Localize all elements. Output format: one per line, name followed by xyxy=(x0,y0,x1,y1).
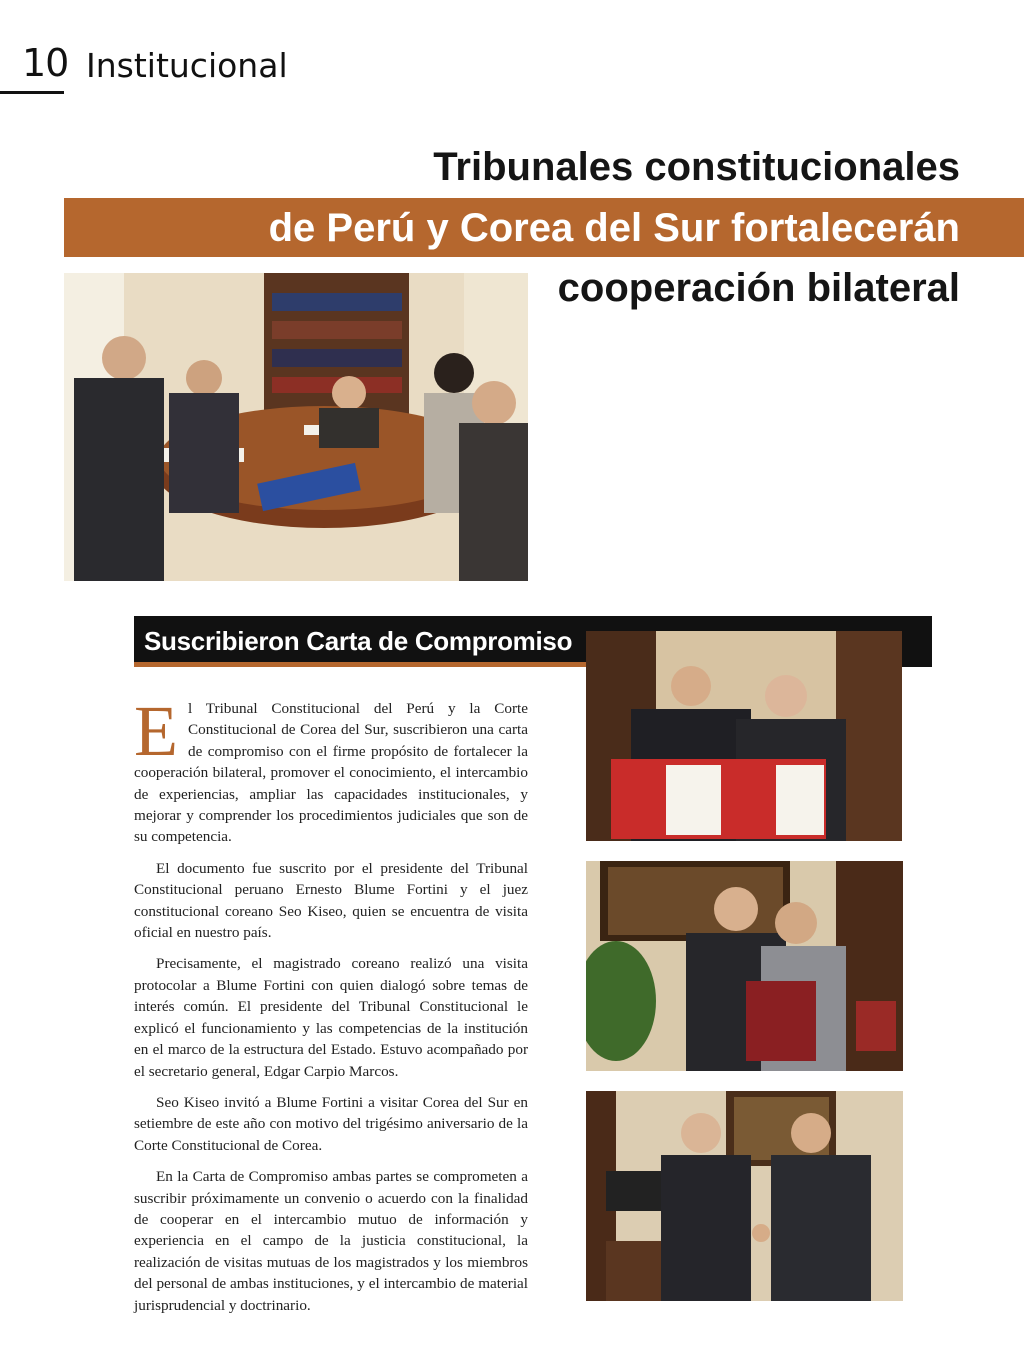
article-paragraph-2: El documento fue suscrito por el presidente del Tribunal Constitucional peruano Ernesto Blume Fortini y el juez constitucional coreano Seo Kiseo, quien se encuentra de visita oficial en nuestro país. xyxy=(134,859,528,942)
headline-band xyxy=(64,198,1024,257)
article-paragraph-3: Precisamente, el magistrado coreano realizó una visita protocolar a Blume Fortini con quien dialogó sobre temas de interés común. El presidente del Tribunal Constitucional le explicó el funcionamiento y las competencias de la institución en el marco de la estructura del Estado. Estuvo acompañado por el secretario general, Edgar Carpio Marcos. xyxy=(134,955,528,1080)
page-number: 10 xyxy=(22,41,69,85)
article-paragraph-4: Seo Kiseo invitó a Blume Fortini a visitar Corea del Sur en setiembre de este año con motivo del trigésimo aniversario de la Corte Constitucional de Corea. xyxy=(134,1093,528,1154)
section-heading-accent xyxy=(134,662,586,667)
drop-cap: E xyxy=(134,691,178,771)
section-name: Institucional xyxy=(86,46,288,85)
article-paragraph-5: En la Carta de Compromiso ambas partes se comprometen a suscribir próximamente un convenio o acuerdo con la finalidad de cooperar en el intercambio mutuo de información y experiencia en el campo de la justicia constitucional, la realización de visitas mutuas de los magistrados y los miembros del personal de ambas instituciones, y el intercambio de material jurisprudencial y doctrinario. xyxy=(134,1168,528,1314)
gift-photo xyxy=(586,861,903,1071)
headline-line-1: Tribunales constitucionales xyxy=(433,145,960,189)
article-body xyxy=(134,691,528,1326)
headline-line-2: de Perú y Corea del Sur fortalecerán xyxy=(268,206,960,250)
handshake-photo xyxy=(586,1091,903,1301)
signing-photo xyxy=(586,631,902,841)
article-paragraph-1 xyxy=(134,691,528,848)
meeting-photo xyxy=(64,273,528,581)
section-heading: Suscribieron Carta de Compromiso xyxy=(144,626,573,656)
header-rule xyxy=(0,91,64,94)
article-paragraph-1-text: l Tribunal Constitucional del Perú y la Corte Constitucional de Corea del Sur, suscribieron una carta de compromiso con el firme propósito de fortalecer la cooperación bilateral, promover el conocimiento, el intercambio de experiencias, ampliar las capacidades institucionales, y mejorar y comprender los procedimientos judiciales que son de su competencia. xyxy=(134,700,528,846)
headline-line-3: cooperación bilateral xyxy=(557,266,960,310)
